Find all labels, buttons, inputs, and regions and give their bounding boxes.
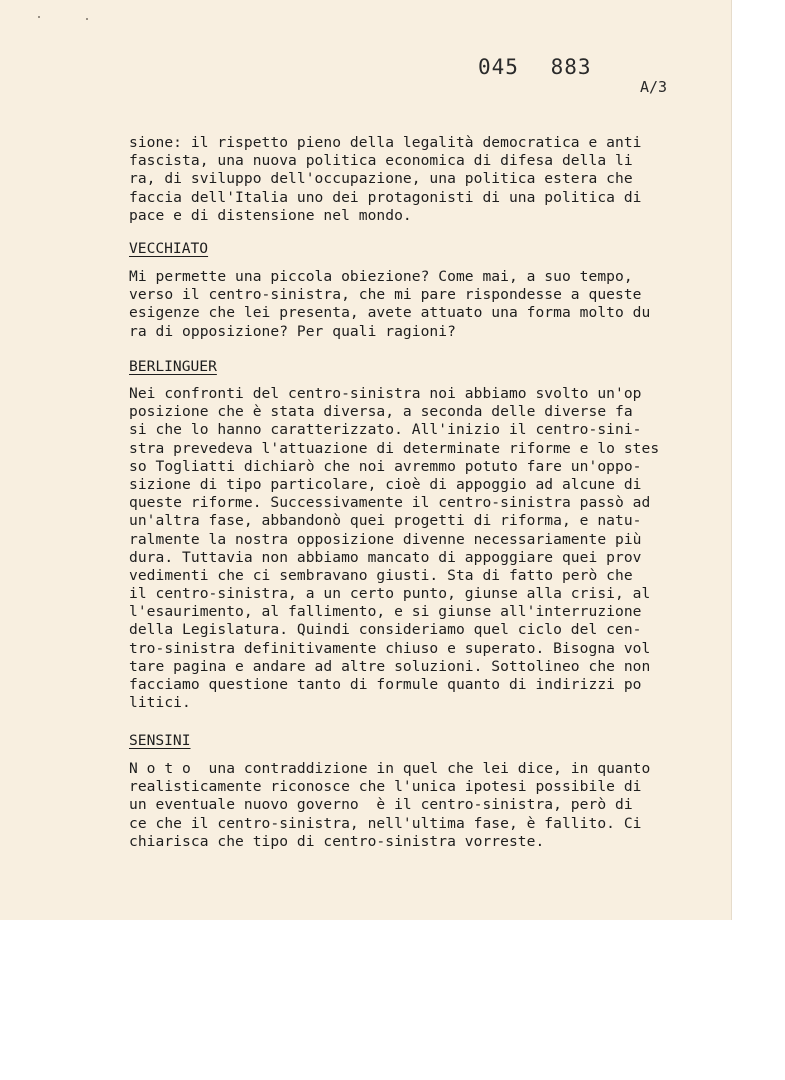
paragraph-2: [129, 268, 674, 341]
text-line: della Legislatura. Quindi consideriamo quel ciclo del cen-: [129, 621, 642, 639]
text-line: facciamo questione tanto di formule quanto di indirizzi po: [129, 676, 642, 693]
text-line: ce che il centro-sinistra, nell'ultima fase, è fallito. Ci: [129, 814, 642, 832]
speaker-heading-berlinguer: BERLINGUER: [129, 358, 217, 375]
text-line: sizione di tipo particolare, cioè di appoggio ad alcune di: [129, 475, 642, 493]
text-line: il centro-sinistra, a un certo punto, giunse alla crisi, al: [129, 585, 651, 603]
text-line: esigenze che lei presenta, avete attuato una forma molto du: [129, 304, 651, 322]
text-line: tro-sinistra definitivamente chiuso e superato. Bisogna vol: [129, 639, 651, 657]
text-line: tare pagina e andare ad altre soluzioni. Sottolineo che non: [129, 657, 651, 675]
text-line: ralmente la nostra opposizione divenne necessariamente più: [129, 530, 642, 548]
paragraph-4: [129, 760, 674, 851]
paragraph-3: [129, 385, 674, 712]
paper-speck: [86, 18, 88, 20]
speaker-heading-vecchiato: VECCHIATO: [129, 240, 209, 257]
text-line: sione: il rispetto pieno della legalità democratica e anti: [129, 134, 642, 151]
text-line: so Togliatti dichiarò che noi avremmo potuto fare un'oppo-: [129, 457, 642, 475]
text-line: stra prevedeva l'attuazione di determinate riforme e lo stes: [129, 439, 660, 457]
text-line: vedimenti che ci sembravano giusti. Sta di fatto però che: [129, 566, 633, 584]
text-line: queste riforme. Successivamente il centro-sinistra passò ad: [129, 494, 651, 512]
paper-speck: [38, 16, 40, 18]
text-line: posizione che è stata diversa, a seconda delle diverse fa: [129, 403, 633, 421]
text-line: verso il centro-sinistra, che mi pare rispondesse a queste: [129, 286, 642, 304]
text-line: un'altra fase, abbandonò quei progetti di riforma, e natu-: [129, 512, 642, 530]
archive-serial-number: 045 883: [478, 55, 592, 79]
text-line: chiarisca che tipo di centro-sinistra vorreste.: [129, 832, 545, 850]
text-line: Mi permette una piccola obiezione? Come mai, a suo tempo,: [129, 268, 633, 285]
text-line: pace e di distensione nel mondo.: [129, 206, 412, 224]
text-line: fascista, una nuova politica economica di difesa della li: [129, 152, 633, 170]
paragraph-1: [129, 134, 674, 225]
speaker-heading-sensini: SENSINI: [129, 732, 191, 749]
text-line: dura. Tuttavia non abbiamo mancato di appoggiare quei prov: [129, 548, 642, 566]
text-line: litici.: [129, 694, 191, 712]
text-line: si che lo hanno caratterizzato. All'inizio il centro-sini-: [129, 421, 642, 439]
text-line: ra di opposizione? Per quali ragioni?: [129, 322, 456, 340]
text-line: N o t o una contraddizione in quel che lei dice, in quanto: [129, 760, 651, 777]
text-line: un eventuale nuovo governo è il centro-sinistra, però di: [129, 796, 633, 814]
text-line: realisticamente riconosce che l'unica ipotesi possibile di: [129, 778, 642, 796]
text-line: ra, di sviluppo dell'occupazione, una politica estera che: [129, 170, 633, 188]
text-line: l'esaurimento, al fallimento, e si giunse all'interruzione: [129, 603, 642, 621]
text-line: faccia dell'Italia uno dei protagonisti di una politica di: [129, 188, 642, 206]
page-reference: A/3: [640, 78, 668, 96]
text-line: Nei confronti del centro-sinistra noi abbiamo svolto un'op: [129, 385, 642, 402]
